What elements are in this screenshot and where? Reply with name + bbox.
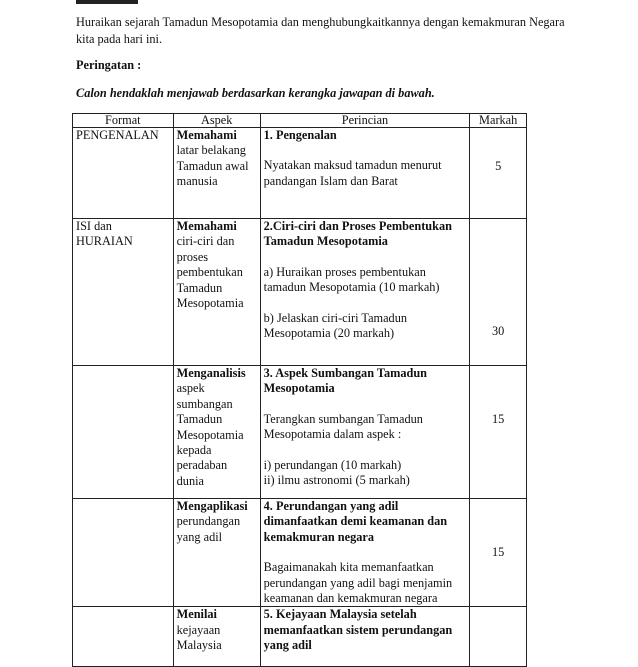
aspek-keyword: Mengaplikasi [176, 499, 248, 513]
cell-format [73, 499, 174, 607]
cell-format: ISI dan HURAIAN [73, 219, 174, 366]
cell-aspek [173, 366, 260, 499]
cell-markah [470, 499, 527, 607]
perincian-paragraph: Terangkan sumbangan Tamadun Mesopotamia dalam aspek : [263, 411, 423, 442]
perincian-title: 5. Kejayaan Malaysia setelah memanfaatkan sistem perundangan yang adil [263, 607, 453, 653]
cell-perincian [260, 499, 470, 607]
instruction-text: Calon hendaklah menjawab berdasarkan kerangka jawapan di bawah. [76, 86, 435, 100]
perincian-paragraph: a) Huraikan proses pembentukan tamadun Mesopotamia (10 markah) [263, 264, 440, 295]
cell-aspek [173, 128, 260, 219]
cell-perincian [260, 219, 470, 366]
table-row [73, 366, 527, 499]
aspek-keyword: Menilai [176, 607, 217, 622]
aspek-keyword: Memahami [176, 219, 237, 233]
markah-value: 15 [492, 412, 505, 426]
perincian-title: 4. Perundangan yang adil dimanfaatkan demi keamanan dan kemakmuran negara [263, 499, 448, 544]
markah-value: 5 [495, 159, 502, 173]
table-row [73, 499, 527, 607]
header-aspek: Aspek [173, 114, 260, 128]
cell-perincian [260, 128, 470, 219]
header-perincian: Perincian [260, 114, 470, 128]
cell-markah [470, 219, 527, 366]
perincian-list-item: ii) ilmu astronomi (5 markah) [263, 473, 410, 488]
answer-framework-table [72, 113, 527, 667]
cell-format [73, 366, 174, 499]
header-format: Format [73, 114, 174, 128]
perincian-paragraph: b) Jelaskan ciri-ciri Tamadun Mesopotamia (20 markah) [263, 310, 408, 341]
header-markah: Markah [470, 114, 527, 128]
aspek-description: perundangan yang adil [176, 514, 241, 544]
table-row [73, 219, 527, 366]
aspek-description: kejayaan Malaysia [176, 622, 222, 653]
cell-aspek [173, 499, 260, 607]
cell-markah [470, 366, 527, 499]
perincian-title: 2.Ciri-ciri dan Proses Pembentukan Tamadun Mesopotamia [263, 219, 452, 249]
table-header-row [73, 114, 527, 128]
cell-markah [470, 128, 527, 219]
question-text: Huraikan sejarah Tamadun Mesopotamia dan menghubungkaitkannya dengan kemakmuran Negara kita pada hari ini. [76, 15, 565, 46]
top-edge-mark [76, 0, 138, 4]
cell-perincian [260, 366, 470, 499]
cell-aspek [173, 219, 260, 366]
cell-format: PENGENALAN [73, 128, 174, 219]
perincian-title: 1. Pengenalan [263, 128, 337, 142]
perincian-paragraph: Bagaimanakah kita memanfaatkan perundangan yang adil bagi menjamin keamanan dan kemakmuran negara [263, 560, 453, 606]
aspek-keyword: Memahami [176, 128, 237, 142]
markah-value: 15 [492, 545, 505, 559]
markah-value: 30 [492, 324, 505, 338]
perincian-paragraph: Nyatakan maksud tamadun menurut pandangan Islam dan Barat [263, 158, 442, 188]
aspek-description: latar belakang Tamadun awal manusia [176, 143, 249, 189]
warning-title: Peringatan : [76, 58, 142, 72]
aspek-description: aspek sumbangan Tamadun Mesopotamia kepada peradaban dunia [176, 381, 244, 488]
cell-perincian [260, 607, 470, 667]
aspek-description: ciri-ciri dan proses pembentukan Tamadun Mesopotamia [176, 234, 244, 311]
perincian-title: 3. Aspek Sumbangan Tamadun Mesopotamia [263, 366, 428, 396]
table-row [73, 128, 527, 219]
cell-aspek [173, 607, 260, 667]
aspek-keyword: Menganalisis [176, 366, 246, 380]
table-row [73, 607, 527, 667]
perincian-list-item: i) perundangan (10 markah) [263, 457, 402, 472]
cell-markah [470, 607, 527, 667]
cell-format [73, 607, 174, 667]
